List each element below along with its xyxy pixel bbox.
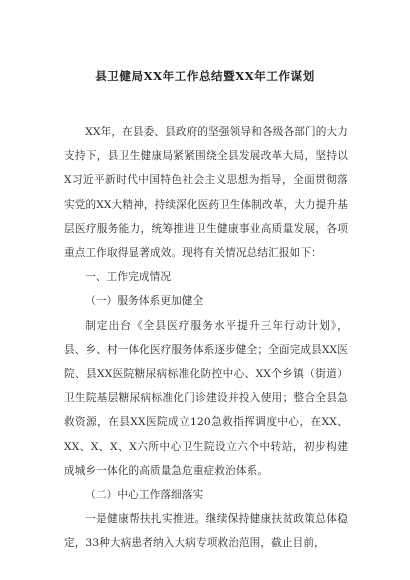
document-title: 县卫健局XX年工作总结暨XX年工作谋划 [95,69,315,83]
intro-paragraph: XX年，在县委、县政府的坚强领导和各级各部门的大力支持下，县卫生健康局紧紧围绕全县发展改革大局，坚持以X习近平新时代中国特色社会主义思想为指导，全面贯彻落实党的XX大精神，持续深化医药卫生体制改革，大力提升基层医疗服务能力，统筹推进卫生健康事业高质量发展，各项重点工作取得显著成效。现将有关情况总结汇报如下： [64,126,348,260]
subsection-heading-service-system: （一）服务体系更加健全 [85,295,204,308]
service-system-paragraph: 制定出台《全县医疗服务水平提升三年行动计划》，县、乡、村一体化医疗服务体系逐步健全；全面完成县XX医院、县XX医院糖尿病标准化防控中心、XX个乡镇（街道）卫生院基层糖尿病标准化门诊建设并投入使用；整合全县急救资源，在县XX医院成立120急救指挥调度中心，在XX、XX、X、X、X六所中心卫生院设立六个中转站，初步构建成城乡一体化的高质量急危重症救治体系。 [64,319,348,477]
document-body [64,120,348,556]
subsection-heading-central-work: （二）中心工作落细落实 [85,489,204,502]
section-heading-work-completion: 一、工作完成情况 [85,271,172,284]
central-work-paragraph: 一是健康帮扶扎实推进。继续保持健康扶贫政策总体稳定，33种大病患者纳入大病专项救治范围，截止目前， [64,513,348,550]
